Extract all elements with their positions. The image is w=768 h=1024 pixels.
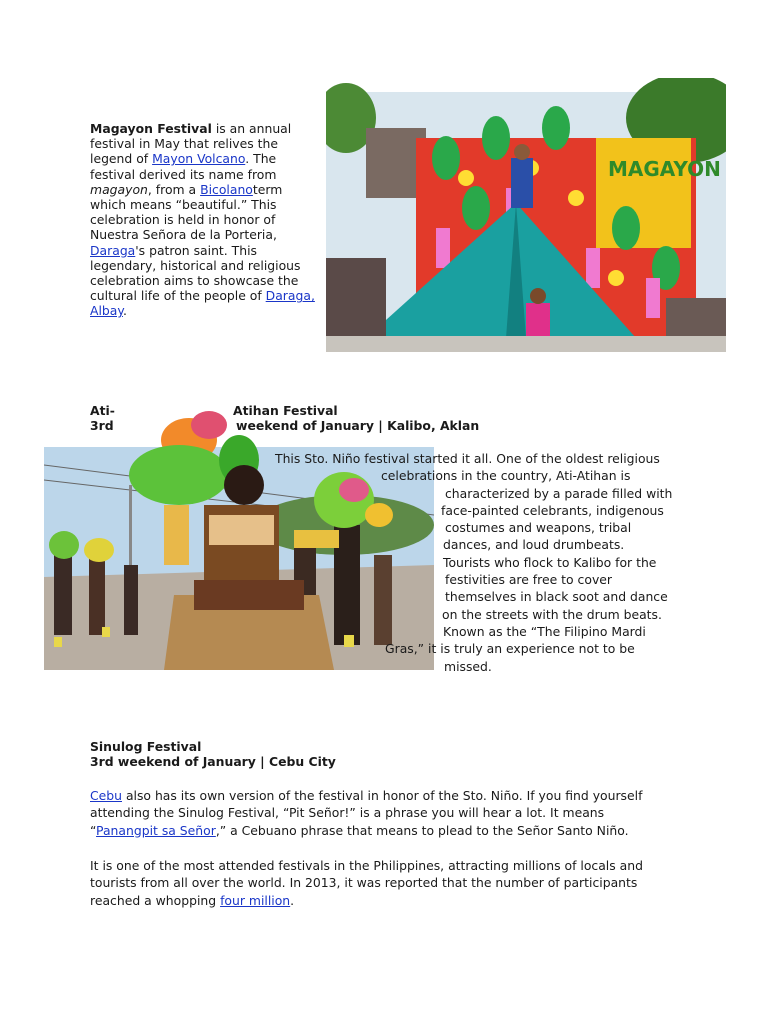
ati-heading-left-2: 3rd (90, 418, 114, 433)
cebu-link[interactable]: Cebu (90, 788, 122, 803)
ati-atihan-photo (44, 405, 434, 670)
magayon-title: Magayon Festival (90, 121, 212, 136)
daraga-link[interactable]: Daraga (90, 242, 136, 258)
ati-heading-right-2: weekend of January | Kalibo, Aklan (236, 418, 480, 433)
bicolano-link[interactable]: Bicolano (200, 181, 253, 197)
sinulog-paragraph-1: Cebu also has its own version of the festival in honor of the Sto. Niño. If you find yourself attending the Sinulog Festival, “Pit Señor!” is a phrase you will hear a lot. It means “Panangpit sa Señor,” a Cebuano phrase that means to plead to the Señor Santo Niño. (90, 788, 643, 838)
ati-line: themselves in black soot and dance (445, 589, 668, 604)
ati-line: costumes and weapons, tribal (445, 520, 632, 535)
ati-line: missed. (444, 659, 492, 674)
ati-line: dances, and loud drumbeats. (443, 537, 625, 552)
magayon-sign-text: MAGAYON (608, 157, 721, 181)
ati-heading-left-1: Ati- (90, 403, 115, 418)
magayon-word: magayon (90, 181, 148, 197)
ati-line: characterized by a parade filled with (445, 486, 673, 501)
sinulog-paragraph-2: It is one of the most attended festivals in the Philippines, attracting millions of locals and tourists from all over the world. In 2013, it was reported that the number of participants reached a whopping four million. (90, 858, 643, 908)
ati-line: festivities are free to cover (445, 572, 613, 587)
four-million-link[interactable]: four million (220, 892, 291, 908)
magayon-paragraph: Magayon Festival is an annual festival in May that relives the legend of Mayon Volcano. The festival derived its name from magayon, from a Bicolanoterm which means “beautiful.” This celebration is held in honor of Nuestra Señora de la Porteria, Daraga's patron saint. This legendary, historical and religious celebration aims to showcase the cultural life of the people of Daraga, Albay. (90, 121, 315, 319)
panangpit-link[interactable]: Panangpit sa Señor (96, 822, 216, 838)
ati-line: Known as the “The Filipino Mardi (443, 624, 646, 639)
sinulog-subtitle: 3rd weekend of January | Cebu City (90, 754, 336, 769)
ati-heading-right-1: Atihan Festival (233, 403, 338, 418)
ati-line: This Sto. Niño festival started it all. One of the oldest religious (275, 451, 660, 466)
daraga-albay-link[interactable]: Daraga, Albay (90, 288, 315, 319)
ati-line: face-painted celebrants, indigenous (441, 503, 664, 518)
ati-line: Tourists who flock to Kalibo for the (443, 555, 657, 570)
magayon-festival-photo (326, 78, 726, 352)
mayon-volcano-link[interactable]: Mayon Volcano (152, 151, 246, 167)
ati-line: on the streets with the drum beats. (442, 607, 662, 622)
ati-line: Gras,” it is truly an experience not to be (385, 641, 635, 656)
ati-line: celebrations in the country, Ati-Atihan is (381, 468, 631, 483)
sinulog-title: Sinulog Festival (90, 739, 202, 754)
